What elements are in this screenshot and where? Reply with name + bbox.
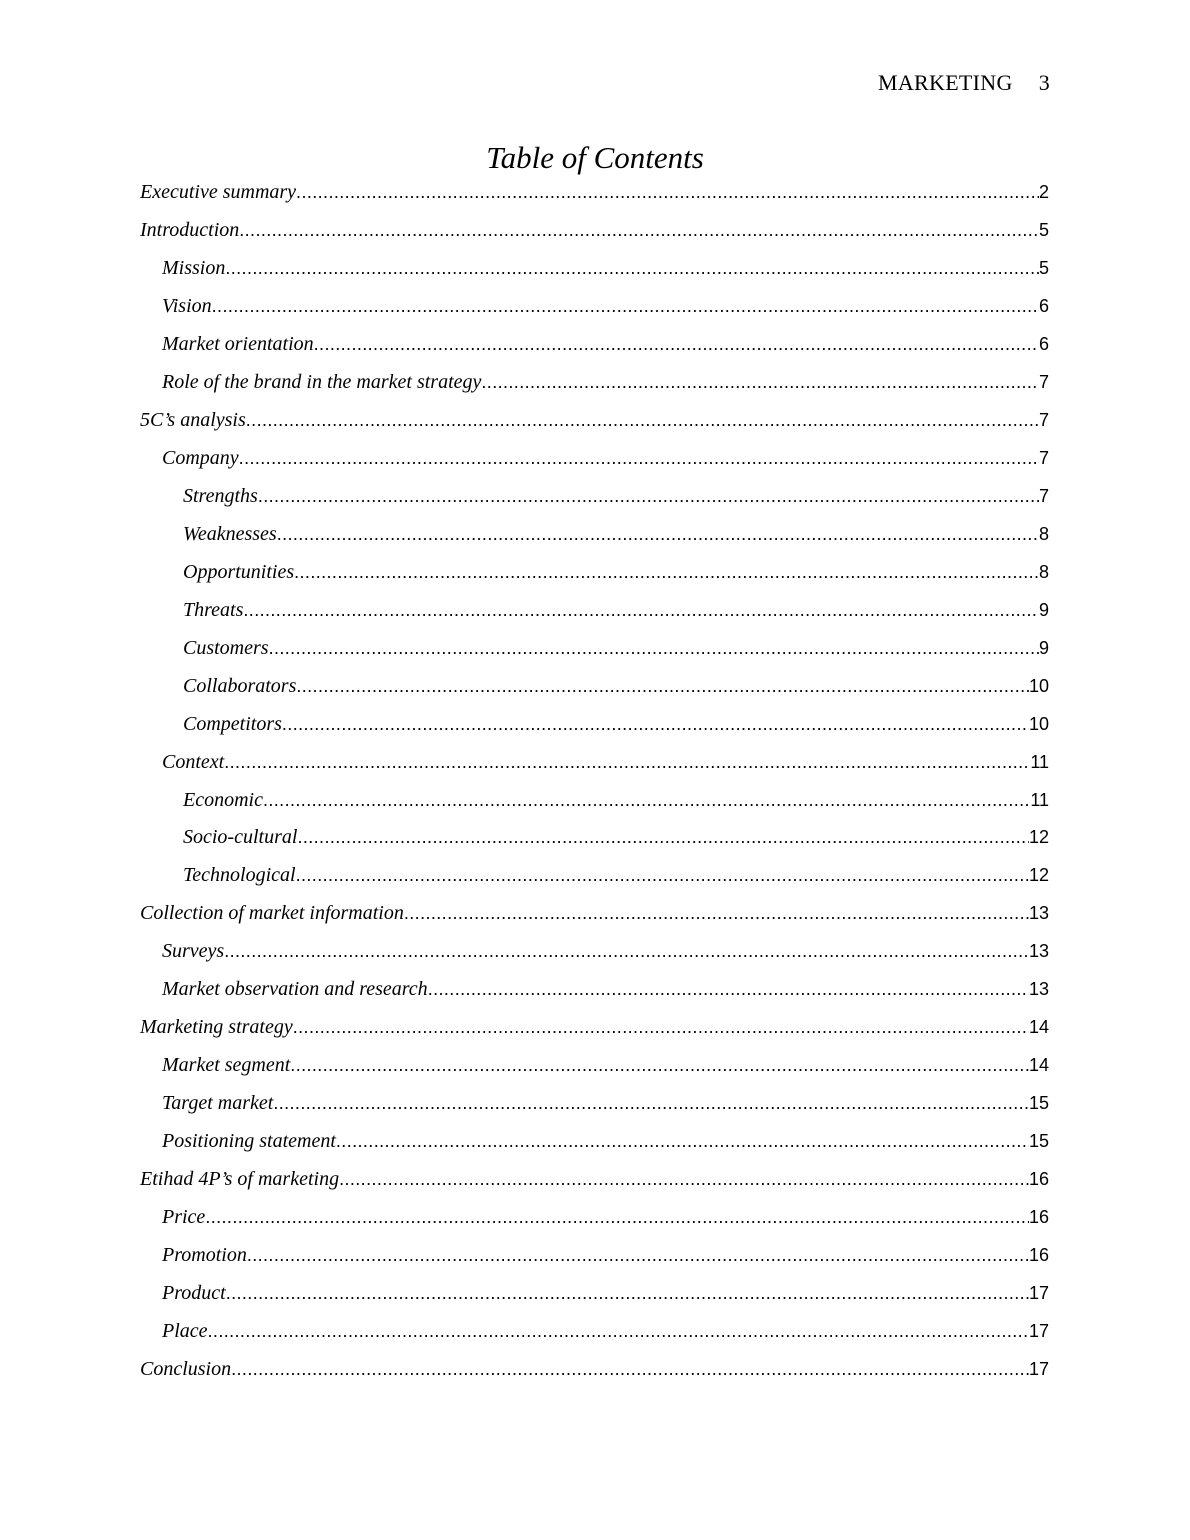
toc-entry-label[interactable]: Technological (183, 864, 296, 887)
toc-dot-leader (282, 706, 1029, 744)
toc-entry-page[interactable]: 13 (1028, 903, 1049, 924)
toc-dot-leader (208, 1313, 1029, 1351)
toc-dot-leader (404, 895, 1029, 933)
toc-entry[interactable] (140, 1237, 1049, 1275)
toc-entry[interactable] (140, 364, 1049, 402)
toc-entry-page[interactable]: 9 (1038, 599, 1049, 620)
toc-dot-leader (247, 1237, 1029, 1275)
toc-entry-page[interactable]: 12 (1028, 827, 1049, 848)
toc-dot-leader (224, 933, 1029, 971)
toc-entry-page[interactable]: 7 (1038, 447, 1049, 468)
toc-entry-label[interactable]: Positioning statement (162, 1130, 336, 1153)
toc-entry-label[interactable]: Etihad 4P’s of marketing (140, 1168, 340, 1191)
toc-dot-leader (239, 440, 1039, 478)
toc-entry[interactable] (140, 1351, 1049, 1389)
toc-entry-page[interactable]: 14 (1028, 1055, 1049, 1076)
toc-entry[interactable] (140, 288, 1049, 326)
toc-entry-page[interactable]: 11 (1030, 751, 1049, 772)
toc-entry[interactable] (140, 516, 1049, 554)
toc-entry-label[interactable]: Strengths (183, 484, 258, 507)
toc-entry-label[interactable]: Company (162, 446, 239, 469)
toc-entry-page[interactable]: 2 (1038, 182, 1049, 202)
toc-entry-page[interactable]: 9 (1038, 637, 1049, 658)
toc-entry-label[interactable]: Market orientation (162, 332, 314, 355)
toc-entry-page[interactable]: 8 (1038, 523, 1049, 544)
toc-entry[interactable] (140, 174, 1049, 212)
table-of-contents (140, 174, 1049, 1389)
toc-entry-label[interactable]: Competitors (183, 712, 282, 735)
toc-dot-leader (296, 668, 1029, 706)
toc-entry-label[interactable]: Promotion (162, 1244, 247, 1267)
toc-entry-page[interactable]: 7 (1038, 371, 1049, 392)
toc-entry[interactable] (140, 1085, 1049, 1123)
toc-entry-label[interactable]: Mission (162, 256, 226, 279)
toc-dot-leader (239, 212, 1039, 250)
toc-dot-leader (314, 326, 1039, 364)
toc-entry-page[interactable]: 15 (1028, 1131, 1049, 1152)
toc-entry-page[interactable]: 17 (1028, 1321, 1049, 1342)
toc-entry[interactable] (140, 857, 1049, 895)
toc-entry-page[interactable]: 17 (1028, 1283, 1049, 1304)
toc-entry-label[interactable]: Conclusion (140, 1358, 232, 1381)
toc-dot-leader (258, 478, 1039, 516)
toc-dot-leader (293, 1009, 1029, 1047)
toc-entry-page[interactable]: 10 (1028, 713, 1049, 734)
toc-entry[interactable] (140, 819, 1049, 857)
toc-entry[interactable] (140, 326, 1049, 364)
toc-entry-page[interactable]: 16 (1028, 1169, 1049, 1190)
toc-entry-label[interactable]: Threats (183, 598, 244, 621)
toc-dot-leader (212, 288, 1039, 326)
toc-dot-leader (296, 174, 1039, 212)
toc-dot-leader (205, 1199, 1029, 1237)
toc-dot-leader (277, 516, 1039, 554)
toc-entry[interactable] (140, 630, 1049, 668)
toc-entry[interactable] (140, 971, 1049, 1009)
toc-entry[interactable] (140, 1009, 1049, 1047)
toc-entry-page[interactable]: 12 (1028, 865, 1049, 886)
toc-entry-page[interactable]: 6 (1038, 333, 1049, 354)
toc-dot-leader (290, 1047, 1029, 1085)
toc-entry[interactable] (140, 402, 1049, 440)
page-number: 3 (1038, 70, 1050, 95)
toc-dot-leader (224, 744, 1030, 782)
toc-entry-label[interactable]: Vision (162, 294, 212, 317)
toc-entry-page[interactable]: 5 (1038, 219, 1049, 240)
toc-entry[interactable] (140, 895, 1049, 933)
toc-dot-leader (269, 630, 1039, 668)
toc-entry-label[interactable]: Target market (162, 1092, 274, 1115)
toc-entry-label[interactable]: Market observation and research (162, 978, 428, 1001)
page-header (878, 70, 1050, 96)
toc-entry[interactable] (140, 1275, 1049, 1313)
toc-entry-label[interactable]: Price (162, 1206, 206, 1229)
toc-entry[interactable] (140, 1313, 1049, 1351)
toc-entry[interactable] (140, 1123, 1049, 1161)
toc-entry-page[interactable]: 10 (1028, 675, 1049, 696)
toc-entry-label[interactable]: Marketing strategy (140, 1016, 293, 1039)
toc-dot-leader (339, 1161, 1029, 1199)
toc-entry-page[interactable]: 15 (1028, 1093, 1049, 1114)
toc-entry-page[interactable]: 11 (1030, 789, 1049, 810)
toc-entry-label[interactable]: Economic (183, 788, 263, 811)
toc-entry[interactable] (140, 1199, 1049, 1237)
toc-entry-page[interactable]: 16 (1028, 1207, 1049, 1228)
toc-entry[interactable] (140, 668, 1049, 706)
toc-entry-label[interactable]: Product (162, 1282, 226, 1305)
toc-entry[interactable] (140, 744, 1049, 782)
toc-dot-leader (263, 782, 1030, 820)
toc-entry-label[interactable]: Context (162, 750, 225, 773)
toc-entry-label[interactable]: Weaknesses (183, 522, 277, 545)
toc-entry[interactable] (140, 1047, 1049, 1085)
toc-dot-leader (336, 1123, 1029, 1161)
toc-entry-page[interactable]: 8 (1038, 561, 1049, 582)
toc-dot-leader (231, 1351, 1029, 1389)
toc-dot-leader (243, 592, 1039, 630)
toc-entry[interactable] (140, 706, 1049, 744)
toc-entry-page[interactable]: 6 (1038, 295, 1049, 316)
toc-entry-page[interactable]: 5 (1038, 257, 1049, 278)
toc-dot-leader (428, 971, 1029, 1009)
toc-entry-label[interactable]: Opportunities (183, 560, 295, 583)
toc-entry[interactable] (140, 212, 1049, 250)
toc-entry-label[interactable]: Collaborators (183, 674, 297, 697)
toc-dot-leader (297, 819, 1029, 857)
toc-entry-label[interactable]: Executive summary (140, 181, 297, 203)
toc-entry-label[interactable]: Role of the brand in the market strategy (162, 370, 482, 393)
toc-entry[interactable] (140, 592, 1049, 630)
toc-entry-page[interactable]: 7 (1038, 409, 1049, 430)
toc-entry-label[interactable]: Socio-cultural (183, 826, 298, 849)
toc-dot-leader (246, 402, 1039, 440)
toc-entry[interactable] (140, 554, 1049, 592)
toc-entry-label[interactable]: Customers (183, 636, 269, 659)
toc-entry[interactable] (140, 478, 1049, 516)
toc-entry-label[interactable]: Collection of market information (140, 902, 404, 925)
toc-entry-page[interactable]: 16 (1028, 1245, 1049, 1266)
toc-entry-page[interactable]: 7 (1038, 485, 1049, 506)
toc-entry-label[interactable]: Place (162, 1320, 208, 1343)
toc-entry-label[interactable]: Introduction (140, 218, 240, 241)
toc-dot-leader (273, 1085, 1029, 1123)
toc-entry-page[interactable]: 17 (1028, 1359, 1049, 1380)
toc-dot-leader (481, 364, 1039, 402)
toc-entry[interactable] (140, 440, 1049, 478)
toc-dot-leader (226, 1275, 1029, 1313)
toc-entry-page[interactable]: 13 (1028, 941, 1049, 962)
toc-entry[interactable] (140, 782, 1049, 820)
toc-title: Table of Contents (486, 140, 704, 175)
toc-entry[interactable] (140, 250, 1049, 288)
toc-entry-label[interactable]: Market segment (162, 1054, 291, 1077)
toc-entry-label[interactable]: Surveys (162, 940, 225, 963)
toc-dot-leader (225, 250, 1039, 288)
toc-entry[interactable] (140, 1161, 1049, 1199)
toc-entry-page[interactable]: 13 (1028, 979, 1049, 1000)
toc-entry-label[interactable]: 5C’s analysis (140, 408, 246, 431)
toc-entry[interactable] (140, 933, 1049, 971)
running-title: MARKETING (877, 70, 1013, 95)
toc-entry-page[interactable]: 14 (1028, 1017, 1049, 1038)
toc-dot-leader (296, 857, 1029, 895)
toc-dot-leader (294, 554, 1039, 592)
